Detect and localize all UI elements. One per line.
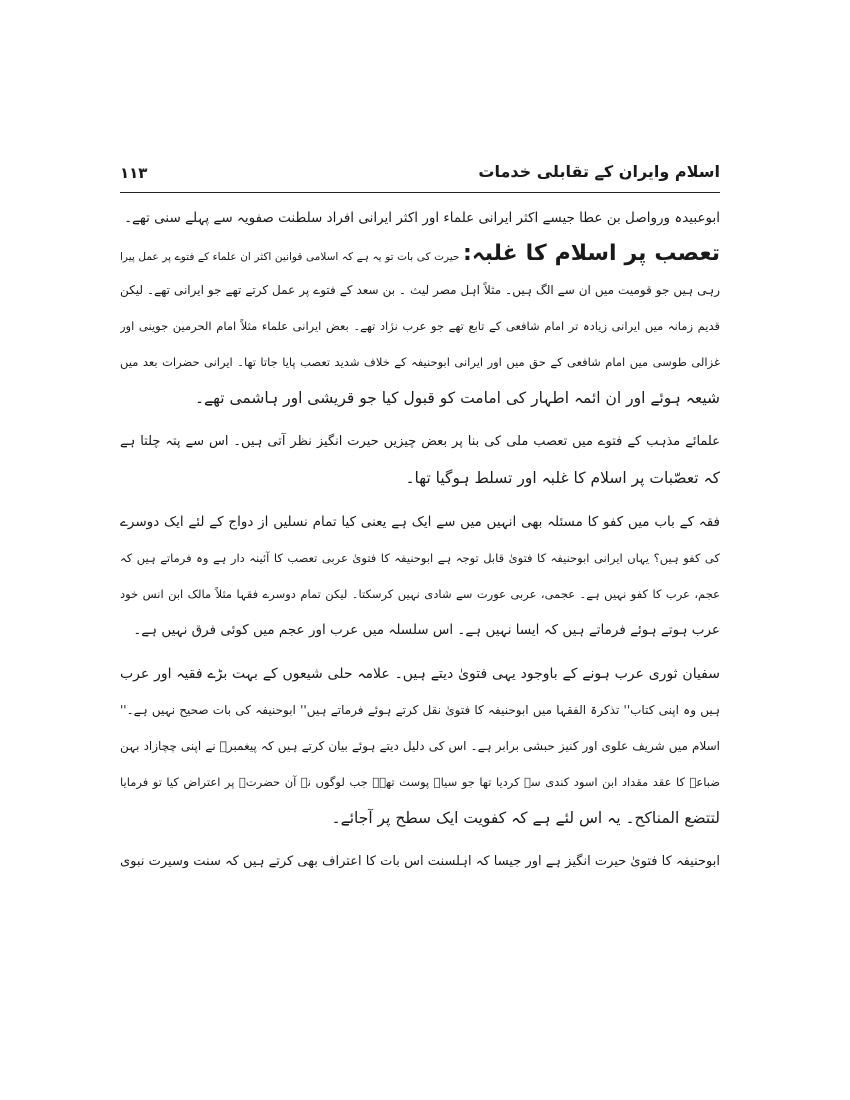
text-line: شیعہ ہوئے اور ان ائمہ اطہار کی امامت کو قبول کیا جو قریشی اور ہاشمی تھے۔ — [194, 389, 720, 407]
page-header — [120, 160, 720, 188]
text-line: رہی ہیں جو قومیت میں ان سے الگ ہیں۔ مثلاً اہل مصر لیث ۔ بن سعد کے فتوے پر عمل کرتے تھے جو ایرانی تھے۔ لیکن — [120, 283, 720, 297]
running-title: اسلام وایران کے تقابلی خدمات — [478, 162, 720, 181]
text-line: ہیں وہ اپنی کتاب'' تذکرۃ الفقہا میں ابوحنیفہ کا فتویٰ نقل کرتے ہوئے فرماتے ہیں'' ابوحنیفہ کی بات صحیح نہیں ہے۔'' — [120, 703, 720, 717]
text-line: عرب ہوتے ہوئے فرماتے ہیں کہ ایسا نہیں ہے۔ اس سلسلہ میں عرب اور عجم میں کوئی فرق نہیں ہے۔ — [133, 622, 720, 638]
header-rule — [120, 192, 720, 193]
text-line: اسلام میں شریف علوی اور کنیز حبشی برابر ہے۔ اس کی دلیل دیتے ہوئے بیان کرتے ہیں کہ پیغمبرؐ نے اپنی چچازاد بہن — [120, 739, 720, 753]
text-line: فقہ کے باب میں کفو کا مسئلہ بھی انہیں میں سے ایک ہے یعنی کیا تمام نسلیں از دواج کے لئے ایک دوسرے — [120, 514, 720, 530]
body-text — [120, 200, 720, 880]
text-line — [120, 236, 720, 272]
text-line-content: حیرت کی بات تو یہ ہے کہ اسلامی قوانین اکثر ان علماء کے فتوے پر عمل پیرا — [120, 251, 460, 263]
section-heading: تعصب پر اسلام کا غلبہ: — [463, 241, 720, 266]
page-number: ١١٣ — [120, 164, 148, 182]
text-line: عجم، عرب کا کفو نہیں ہے۔ عجمی، عربی عورت سے شادی نہیں کرسکتا۔ لیکن تمام دوسرے فقہا مثلاً مالک ابن انس خود — [120, 587, 720, 601]
text-line: سفیان ثوری عرب ہونے کے باوجود یہی فتویٰ دیتے ہیں۔ علامہ حلی شیعوں کے بہت بڑے فقیہ اور عرب — [120, 666, 720, 682]
text-line: غزالی طوسی میں امام شافعی کے حق میں اور ایرانی ابوحنیفہ کے خلاف شدید تعصب پایا جاتا تھا۔ ایرانی حضرات بعد میں — [120, 355, 720, 369]
text-line: کی کفو ہیں؟ یہاں ایرانی ابوحنیفہ کا فتویٰ قابل توجہ ہے ابوحنیفہ کا فتویٰ عربی تعصب کا آئینہ دار ہے وہ فرماتے ہیں کہ — [120, 551, 720, 565]
text-line: ابوحنیفہ کا فتویٰ حیرت انگیز ہے اور جیسا کہ اہلسنت اس بات کا اعتراف بھی کرتے ہیں کہ سنت وسیرت نبوی — [120, 854, 720, 869]
text-line: ابوعبیدہ ورواصل بن عطا جیسے اکثر ایرانی علماء اور اکثر ایرانی افراد سلطنت صفویہ سے پہلے سنی تھے۔ — [124, 210, 720, 226]
text-line: لتتضع المناکح۔ یہ اس لئے ہے کہ کفویت ایک سطح پر آجائے۔ — [331, 809, 720, 827]
text-line: قدیم زمانہ میں ایرانی زیادہ تر امام شافعی کے تابع تھے جو عرب نژاد تھے۔ بعض ایرانی علماء مثلاً امام الحرمین جوینی اور — [120, 319, 720, 333]
text-line: ضباعہ کا عقد مقداد ابن اسود کندی سے کردیا تھا جو سیاہ پوست تھے۔ جب لوگوں نے آن حضرتؐ پر اعتراض کیا تو فرمایا — [120, 775, 720, 789]
text-line: علمائے مذہب کے فتوے میں تعصب ملی کی بنا پر بعض چیزیں حیرت انگیز نظر آتی ہیں۔ اس سے پتہ چلتا ہے — [120, 434, 720, 449]
text-line: کہ تعصّبات پر اسلام کا غلبہ اور تسلط ہوگیا تھا۔ — [405, 469, 720, 487]
